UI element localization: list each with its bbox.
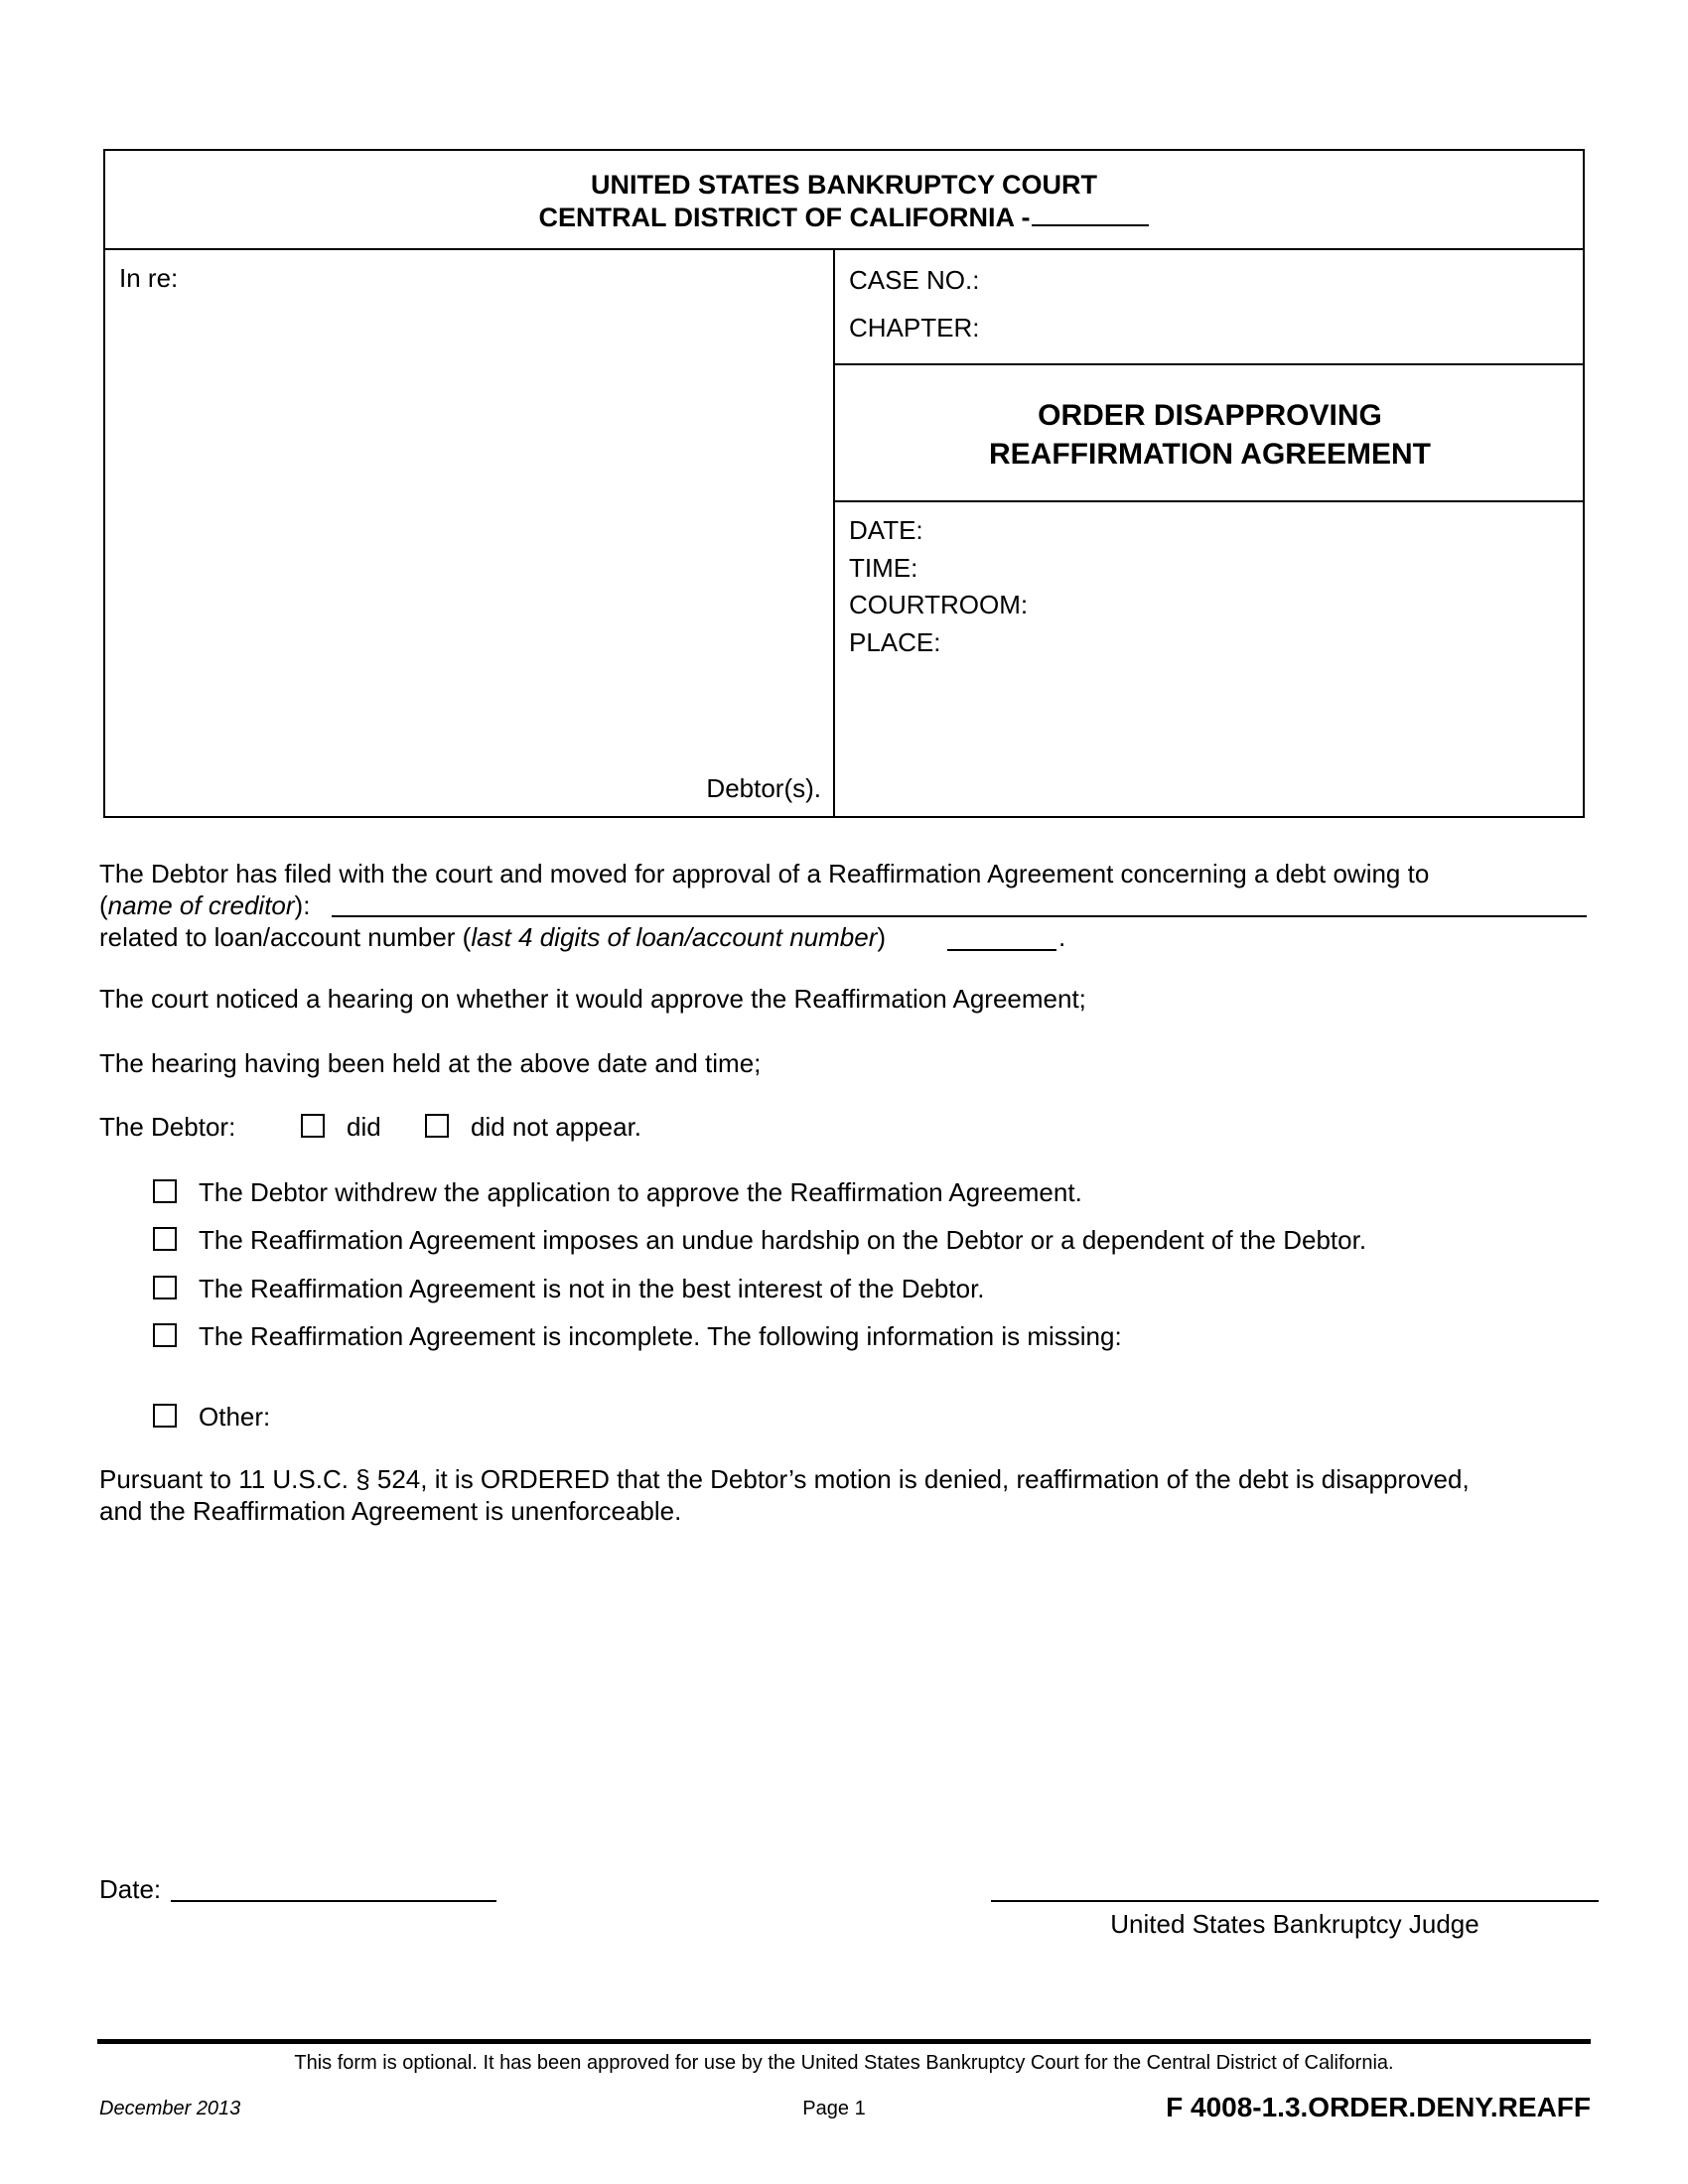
did-appear-label: did	[347, 1112, 381, 1142]
judge-signature-line[interactable]	[991, 1900, 1599, 1902]
reason-undue-hardship: The Reaffirmation Agreement imposes an undue hardship on the Debtor or a dependent of the Debtor.	[199, 1225, 1367, 1255]
did-not-appear-label: did not appear.	[471, 1112, 642, 1142]
judge-title: United States Bankruptcy Judge	[1110, 1909, 1479, 1939]
case-info-cell	[835, 250, 1585, 365]
hearing-courtroom-label: COURTROOM:	[849, 590, 1029, 619]
reason-withdrew: The Debtor withdrew the application to approve the Reaffirmation Agreement.	[199, 1177, 1082, 1207]
motion-paragraph-line1: The Debtor has filed with the court and moved for approval of a Reaffirmation Agreement concerning a debt owing to	[99, 859, 1430, 888]
hearing-time-label: TIME:	[849, 553, 918, 583]
reason-not-best-interest: The Reaffirmation Agreement is not in the best interest of the Debtor.	[199, 1274, 985, 1303]
hearing-date-label: DATE:	[849, 515, 923, 545]
order-title-cell	[835, 365, 1585, 502]
hearing-info-cell	[835, 502, 1585, 818]
reason-other: Other:	[199, 1402, 271, 1432]
creditor-name-field[interactable]	[332, 915, 1587, 917]
account-number-label: related to loan/account number (last 4 digits of loan/account number)	[99, 922, 887, 952]
account-digits-field[interactable]	[947, 949, 1056, 951]
footer-note: This form is optional. It has been approved for use by the United States Bankruptcy Court for the Central District of California.	[294, 2052, 1394, 2074]
case-caption	[103, 149, 1585, 818]
signed-date-field[interactable]	[171, 1900, 496, 1902]
hearing-noticed-paragraph: The court noticed a hearing on whether it would approve the Reaffirmation Agreement;	[99, 984, 1086, 1014]
order-title-line1: ORDER DISAPPROVING	[1038, 399, 1382, 432]
chapter-label: CHAPTER:	[849, 313, 980, 342]
form-number: F 4008-1.3.ORDER.DENY.REAFF	[1166, 2092, 1591, 2122]
reason-incomplete: The Reaffirmation Agreement is incomplete. The following information is missing:	[199, 1321, 1122, 1351]
order-title-line2: REAFFIRMATION AGREEMENT	[989, 438, 1431, 471]
debtor-cell[interactable]	[105, 250, 835, 818]
debtor-appearance-label: The Debtor:	[99, 1112, 236, 1142]
undue-hardship-checkbox[interactable]	[153, 1227, 177, 1251]
did-appear-checkbox[interactable]	[301, 1114, 325, 1138]
order-paragraph-line1: Pursuant to 11 U.S.C. § 524, it is ORDERED that the Debtor’s motion is denied, reaffirmation of the debt is disapproved,	[99, 1464, 1470, 1494]
order-paragraph-line2: and the Reaffirmation Agreement is unenforceable.	[99, 1496, 682, 1526]
in-re-label: In re:	[119, 263, 179, 293]
not-best-interest-checkbox[interactable]	[153, 1276, 177, 1299]
hearing-place-label: PLACE:	[849, 627, 941, 657]
date-label: Date:	[99, 1874, 162, 1904]
court-header	[105, 151, 1583, 250]
court-name: UNITED STATES BANKRUPTCY COURT	[590, 170, 1097, 200]
did-not-appear-checkbox[interactable]	[425, 1114, 449, 1138]
account-period: .	[1058, 922, 1066, 952]
creditor-label: (name of creditor):	[99, 890, 311, 920]
other-checkbox[interactable]	[153, 1404, 177, 1428]
page-number: Page 1	[802, 2098, 866, 2119]
withdrew-checkbox[interactable]	[153, 1179, 177, 1203]
court-district: CENTRAL DISTRICT OF CALIFORNIA -	[105, 202, 1583, 233]
footer-divider	[97, 2039, 1591, 2044]
footer-date: December 2013	[99, 2098, 241, 2119]
incomplete-checkbox[interactable]	[153, 1323, 177, 1347]
case-no-label: CASE NO.:	[849, 265, 980, 295]
division-blank[interactable]	[1032, 203, 1149, 226]
hearing-held-paragraph: The hearing having been held at the above date and time;	[99, 1048, 762, 1078]
debtors-label: Debtor(s).	[706, 773, 821, 803]
